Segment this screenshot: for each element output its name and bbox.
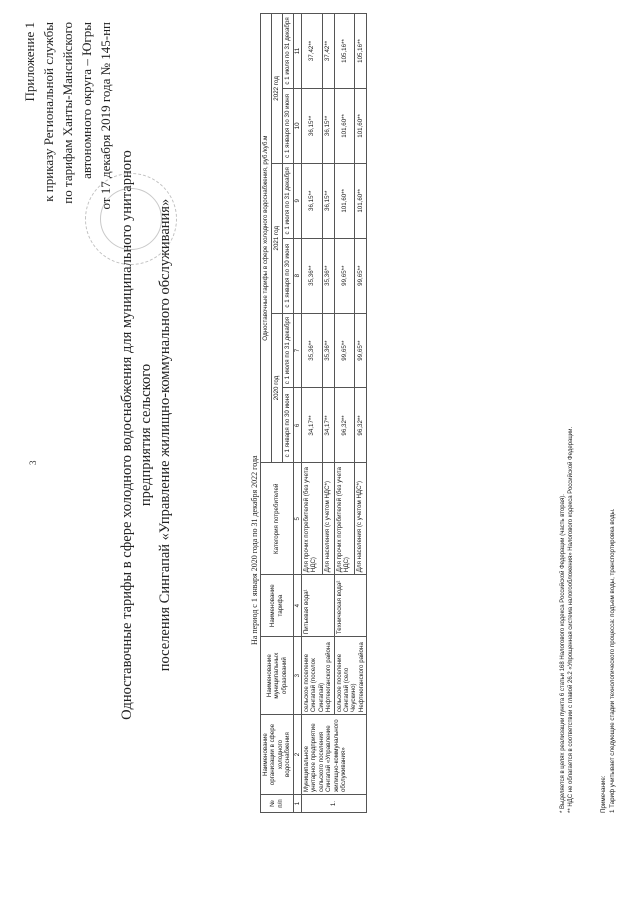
row-number: 1. — [302, 795, 367, 813]
column-number: 5 — [293, 463, 301, 575]
tariff-value: 37,42** — [322, 14, 334, 89]
header-tariff: Наименование тарифа — [261, 575, 294, 637]
note-heading: Примечание: — [600, 775, 607, 813]
header-subperiod: с 1 января по 30 июня — [282, 388, 293, 463]
tariff-value: 35,36** — [302, 238, 323, 313]
column-number: 7 — [293, 313, 301, 388]
header-subperiod: с 1 июля по 31 декабря — [282, 163, 293, 238]
header-num: № п/п — [261, 795, 294, 813]
footnote: * Выделяется в целях реализации пункта 6 статьи 168 Налогового кодекса Российской Федерации (часть вторая). — [560, 494, 566, 813]
header-subperiod: с 1 июля по 31 декабря — [282, 313, 293, 388]
organization-name: Муниципальное унитарное предприятие сельского поселения Сингапай «Управление жилищно-коммунального обслуживания» — [302, 715, 367, 795]
tariff-table — [260, 13, 367, 813]
header-year: 2020 год — [271, 313, 282, 463]
tariff-value: 34,17** — [302, 388, 323, 463]
appendix-line: автономного округа – Югры — [79, 22, 94, 179]
tariff-value: 36,15** — [322, 88, 334, 163]
header-subperiod: с 1 января по 30 июня — [282, 238, 293, 313]
tariff-value: 101,60** — [355, 163, 367, 238]
consumer-category: Для населения (с учетом НДС*) — [355, 463, 367, 575]
tariff-value: 101,60** — [355, 88, 367, 163]
note-line: 1 Тариф учитывает следующие стадии технологического процесса: подъем воды, транспортировка воды. — [609, 508, 616, 813]
tariff-value: 36,15** — [302, 163, 323, 238]
document-title — [118, 115, 175, 755]
tariff-value: 36,15** — [302, 88, 323, 163]
tariff-value: 96,32** — [355, 388, 367, 463]
tariff-value: 35,36** — [322, 238, 334, 313]
tariff-value: 99,65** — [334, 238, 355, 313]
tariff-name: Техническая вода² — [334, 575, 367, 637]
header-org: Наименование организации в сфере холодного водоснабжения — [261, 715, 294, 795]
header-year: 2021 год — [271, 163, 282, 313]
tariff-value: 35,36** — [302, 313, 323, 388]
column-number: 8 — [293, 238, 301, 313]
tariff-value: 101,60** — [334, 163, 355, 238]
period-label: На период с 1 января 2020 года по 31 декабря 2022 года — [250, 455, 259, 645]
appendix-line: от 17 декабря 2019 года № 145-нп — [98, 22, 113, 210]
column-number: 4 — [293, 575, 301, 637]
page-number: 3 — [28, 460, 38, 465]
tariff-name: Питьевая вода¹ — [302, 575, 335, 637]
consumer-category: Для населения (с учетом НДС*) — [322, 463, 334, 575]
tariff-value: 34,17** — [322, 388, 334, 463]
title-line: Одноставочные тарифы в сфере холодного водоснабжения для муниципального унитарного предприятия сельского — [119, 150, 154, 720]
tariff-value: 105,16** — [355, 14, 367, 89]
header-municipality: Наименование муниципальных образований — [261, 637, 294, 715]
column-number: 1 — [293, 795, 301, 813]
column-number: 10 — [293, 88, 301, 163]
column-number: 2 — [293, 715, 301, 795]
municipality-name: сельское поселение Сингапай (село Чеускино) Нефтеюганского района — [334, 637, 367, 715]
column-number: 3 — [293, 637, 301, 715]
tariff-value: 105,16** — [334, 14, 355, 89]
header-subperiod: с 1 января по 30 июня — [282, 88, 293, 163]
header-tariff-group: Одноставочные тарифы в сфере холодного водоснабжения, руб./куб.м — [261, 14, 272, 463]
tariff-value: 96,32** — [334, 388, 355, 463]
title-line: поселения Сингапай «Управление жилищно-коммунального обслуживания» — [157, 198, 173, 672]
column-number: 6 — [293, 388, 301, 463]
table-row — [334, 14, 355, 813]
header-category: Категория потребителей — [261, 463, 294, 575]
column-number: 11 — [293, 14, 301, 89]
table-row — [302, 14, 323, 813]
appendix-line: по тарифам Ханты-Мансийского — [60, 22, 75, 204]
column-number: 9 — [293, 163, 301, 238]
appendix-line: к приказу Региональной службы — [41, 22, 56, 202]
appendix-line: Приложение 1 — [22, 22, 37, 102]
header-subperiod: с 1 июля по 31 декабря — [282, 14, 293, 89]
header-year: 2022 год — [271, 14, 282, 164]
consumer-category: Для прочих потребителей (без учета НДС) — [334, 463, 355, 575]
footnote: ** НДС не облагается в соответствии с главой 26.2 «Упрощенная система налогообложения» Налогового кодекса Российской Федерации. — [568, 426, 574, 813]
tariff-value: 36,15** — [322, 163, 334, 238]
tariff-value: 99,65** — [355, 238, 367, 313]
tariff-value: 37,42** — [302, 14, 323, 89]
tariff-value: 99,65** — [334, 313, 355, 388]
consumer-category: Для прочих потребителей (без учета НДС) — [302, 463, 323, 575]
tariff-value: 35,36** — [322, 313, 334, 388]
column-number-row — [293, 14, 301, 813]
municipality-name: сельское поселение Сингапай (поселок Сингапай) Нефтеюганского района — [302, 637, 335, 715]
tariff-value: 99,65** — [355, 313, 367, 388]
tariff-value: 101,60** — [334, 88, 355, 163]
